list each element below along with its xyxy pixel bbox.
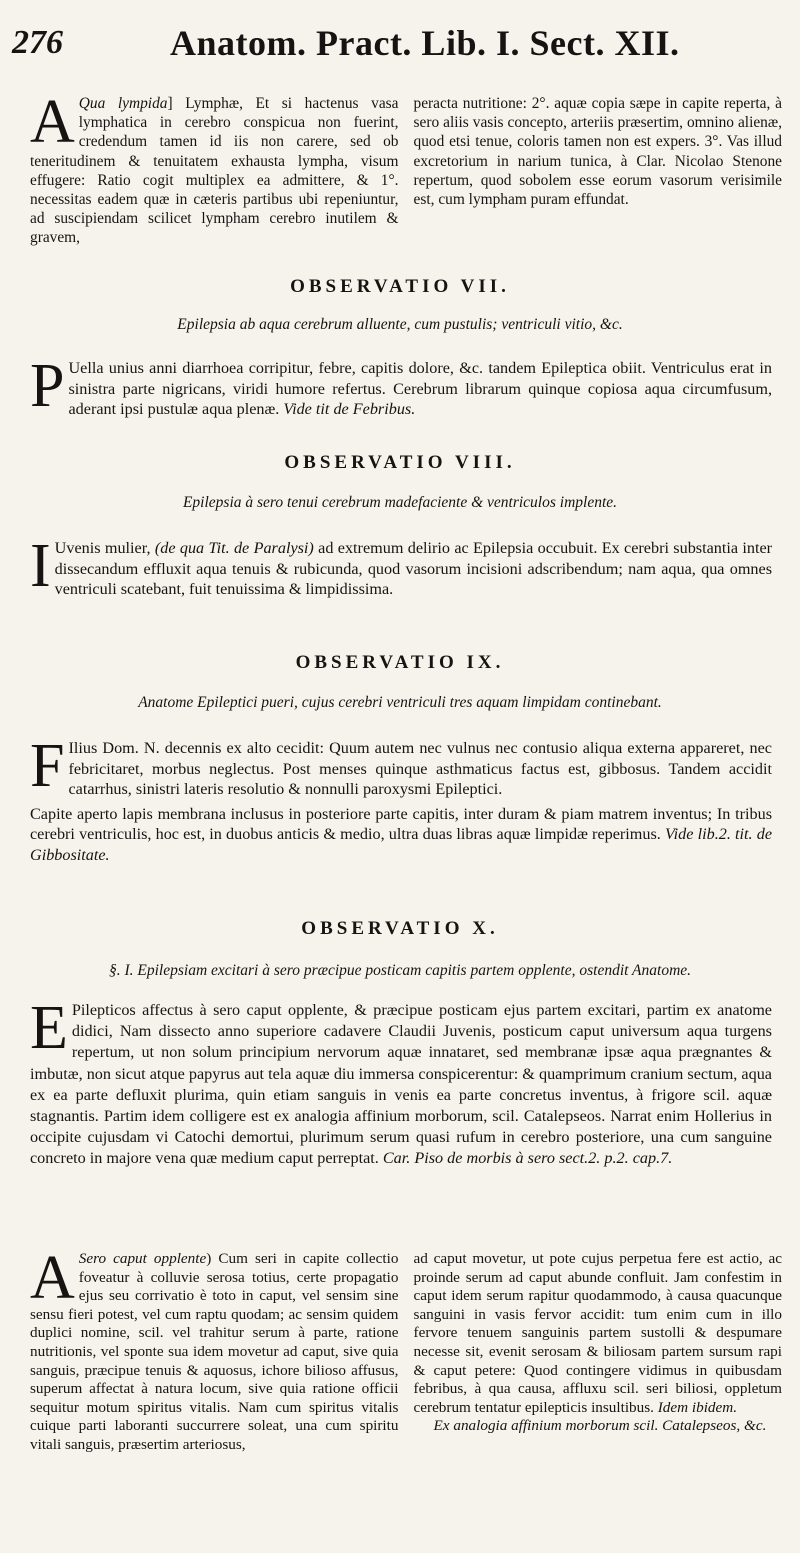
bottom-commentary <box>30 1244 782 1455</box>
observatio-9-body <box>30 732 773 865</box>
bottom-left-text: ) Cum seri in capite collectio foveatur à colluvie serosa totius, certe propagatio ejus seu corrivatio è toto in caput, vel sensim sine sensu fieri potest, vel cum raptu quodam; ac sensim quidem duplici nomine, scil. vel trahitur serum à parte, ratione nutritionis, vel sponte sua idem movetur ad caput, sive quia sanguis, præcipue tenuis & aquosus, ichore bilioso affusus, superum affectat à natura locum, sive quia ratione officii sequitur motum spiritus vitalis. Nam cum spiritus vitalis cuique parti laboranti succurrere soleat, una cum spiritu vitali sanguis, præsertim arteriosus, <box>30 1250 399 1453</box>
observatio-7-heading: OBSERVATIO VII. <box>290 276 510 297</box>
bottom-lemma: Sero caput opplente <box>78 1250 207 1267</box>
drop-cap-e: E <box>30 994 68 1062</box>
top-left-text: ] Lymphæ, Et si hactenus vasa lymphatica in cerebro conspicua non fuerint, credendum tamen id iis non carere, sed ob teneritudinem & tenuitatem exhausta lympha, visum effugere: Ratio cogit multiplex ea admittere, & 1°. necessitas eadem quæ in cæteris partibus ubi repeniuntur, ad suscipiendam scilicet lympham cerebro inutilem & gravem, <box>30 95 399 247</box>
bottom-right-ref: Idem ibidem. <box>657 1398 738 1416</box>
observatio-8-text-a: Uvenis mulier, <box>54 539 151 557</box>
observatio-10-text: Pilepticos affectus à sero caput opplente, & præcipue posticam ejus partem excitari, partim ex anatome didici, Nam dissecto anno superiore cadavere Claudii Juvenis, posticum caput universum aqua turgens repertum, ut non solum principium nervorum aquæ innataret, sed membranæ ipsæ aqua prægnantes & imbutæ, non sicut atque papyrus aut tela aquæ diu immersa conspicerentur: & quamprimum cranium sectum, aqua ex ea parte defluxit plurima, quin etiam sanguis in venis ea parte concretus inventus, à frigore scil. aquæ stagnantis. Partim idem colligere est ex analogia affinium morborum, scil. Catalepseos. Narrat enim Hollerius in occipite cujusdam vi Catochi demortui, plurimum serum quasi rufum in cerebro posteriore, una cum sanguine concreto in majore vena quæ medium caput perreptat. <box>30 1001 772 1168</box>
observatio-9-subtitle: Anatome Epileptici pueri, cujus cerebri ventriculi tres aquam limpidam continebant. <box>138 694 662 711</box>
lemma: Qua lympida <box>78 95 168 112</box>
observatio-9-paragraph-2 <box>30 804 772 866</box>
observatio-10-heading: OBSERVATIO X. <box>301 918 499 939</box>
bottom-right-final: Ex analogia affinium morborum scil. Catalepseos, &c. <box>433 1417 767 1435</box>
observatio-9-paragraph-1 <box>30 732 772 800</box>
observatio-8-heading: OBSERVATIO VIII. <box>284 452 516 473</box>
bottom-left-column <box>30 1244 399 1455</box>
bottom-right-column <box>414 1250 782 1455</box>
observatio-9-text: Ilius Dom. N. decennis ex alto cecidit: Quum autem nec vulnus nec contusio aliqua externa appareret, nec febricitaret, morbus neglectus. Post menses quinque asthmaticus factus est, gibbosus. Tandem accidit catarrhus, sinistri lateris resolutio & nonnulli paroxysmi Epileptici. <box>68 739 772 798</box>
observatio-8-subtitle: Epilepsia à sero tenui cerebrum madefaciente & ventriculos implente. <box>182 494 618 511</box>
observatio-8-body <box>30 532 773 600</box>
running-title: Anatom. Pract. Lib. I. Sect. XII. <box>170 23 680 63</box>
observatio-7-text: Uella unius anni diarrhoea corripitur, febre, capitis dolore, &c. tandem Epileptica obiit. Ventriculus erat in sinistra parte nigricans, viridi humore refertus. Cerebrum librarum quinque copiosa aqua circumfusum, aderant ipsi pustulæ aqua plenæ. <box>68 359 772 418</box>
bottom-right-text: ad caput movetur, ut pote cujus perpetua fere est actio, ac proinde serum ad caput abunde confluit. Jam confestim in caput idem serum rapitur quodammodo, à causa quacunque sanguini in vasis fervor accidit: tum enim cum in illo fervore tenuem sanguinis partem sustolli & despumare necesse sit, evenit serosam & biliosam partem sursum rapi & caput petere: Quod contingere vidimus in quibusdam febribus, à qua causa, affluxu scil. seri biliosi, oppletum cerebrum tentatur epilepticis insultibus. <box>413 1250 782 1416</box>
top-left-column <box>30 88 399 248</box>
observatio-7-subtitle: Epilepsia ab aqua cerebrum alluente, cum pustulis; ventriculi vitio, &c. <box>177 316 623 333</box>
observatio-7-body <box>30 352 772 420</box>
observatio-10-body <box>30 994 772 1170</box>
top-commentary <box>30 88 782 248</box>
drop-cap-f: F <box>30 732 65 800</box>
observatio-8-ref: (de qua Tit. de Paralysi) <box>154 539 314 557</box>
top-right-column: peracta nutritione: 2°. aquæ copia sæpe in capite reperta, à sero aliis vasis concepto, arteriis præsertim, omnino alienæ, quod etsi tenue, coloris tamen non est expers. 3°. Vas illud excretorium in narium tunica, à Clar. Nicolao Stenone repertum, quod sobolem esse eorum vasorum verisimile est, cum lympham puram effundat. <box>413 95 782 209</box>
observatio-10-ref: Car. Piso de morbis à sero sect.2. p.2. cap.7. <box>382 1149 673 1168</box>
observatio-9-heading: OBSERVATIO IX. <box>295 652 505 673</box>
drop-cap-a-bottom: A <box>30 1244 75 1312</box>
running-header <box>10 22 790 70</box>
observatio-9-text-2: Capite aperto lapis membrana inclusus in posteriore parte capitis, inter duram & piam matrem inventus; In tribus cerebri ventriculis, hoc est, in duobus anticis & medio, ultra duas libras aquæ limpidæ reperimus. <box>30 804 772 843</box>
drop-cap-p: P <box>30 352 65 420</box>
drop-cap-a: A <box>30 88 75 156</box>
observatio-8-text-b: ad extremum delirio ac Epilepsia occubuit. Ex cerebri substantia inter dissecandum effluxit aqua tenuis & rubicunda, quod vasorum incisioni adscribendum; nam aqua, qua omnes ventriculi scatebant, fuit tenuissima & limpidissima. <box>54 539 773 598</box>
drop-cap-i: I <box>30 532 51 600</box>
observatio-9-ref: Vide lib.2. tit. de Gibbositate. <box>30 825 773 864</box>
observatio-7-ref: Vide tit de Febribus. <box>283 400 416 418</box>
page-number: 276 <box>12 24 63 61</box>
observatio-10-subtitle: §. I. Epilepsiam excitari à sero præcipue posticam capitis partem opplente, ostendit Anatome. <box>108 962 692 979</box>
